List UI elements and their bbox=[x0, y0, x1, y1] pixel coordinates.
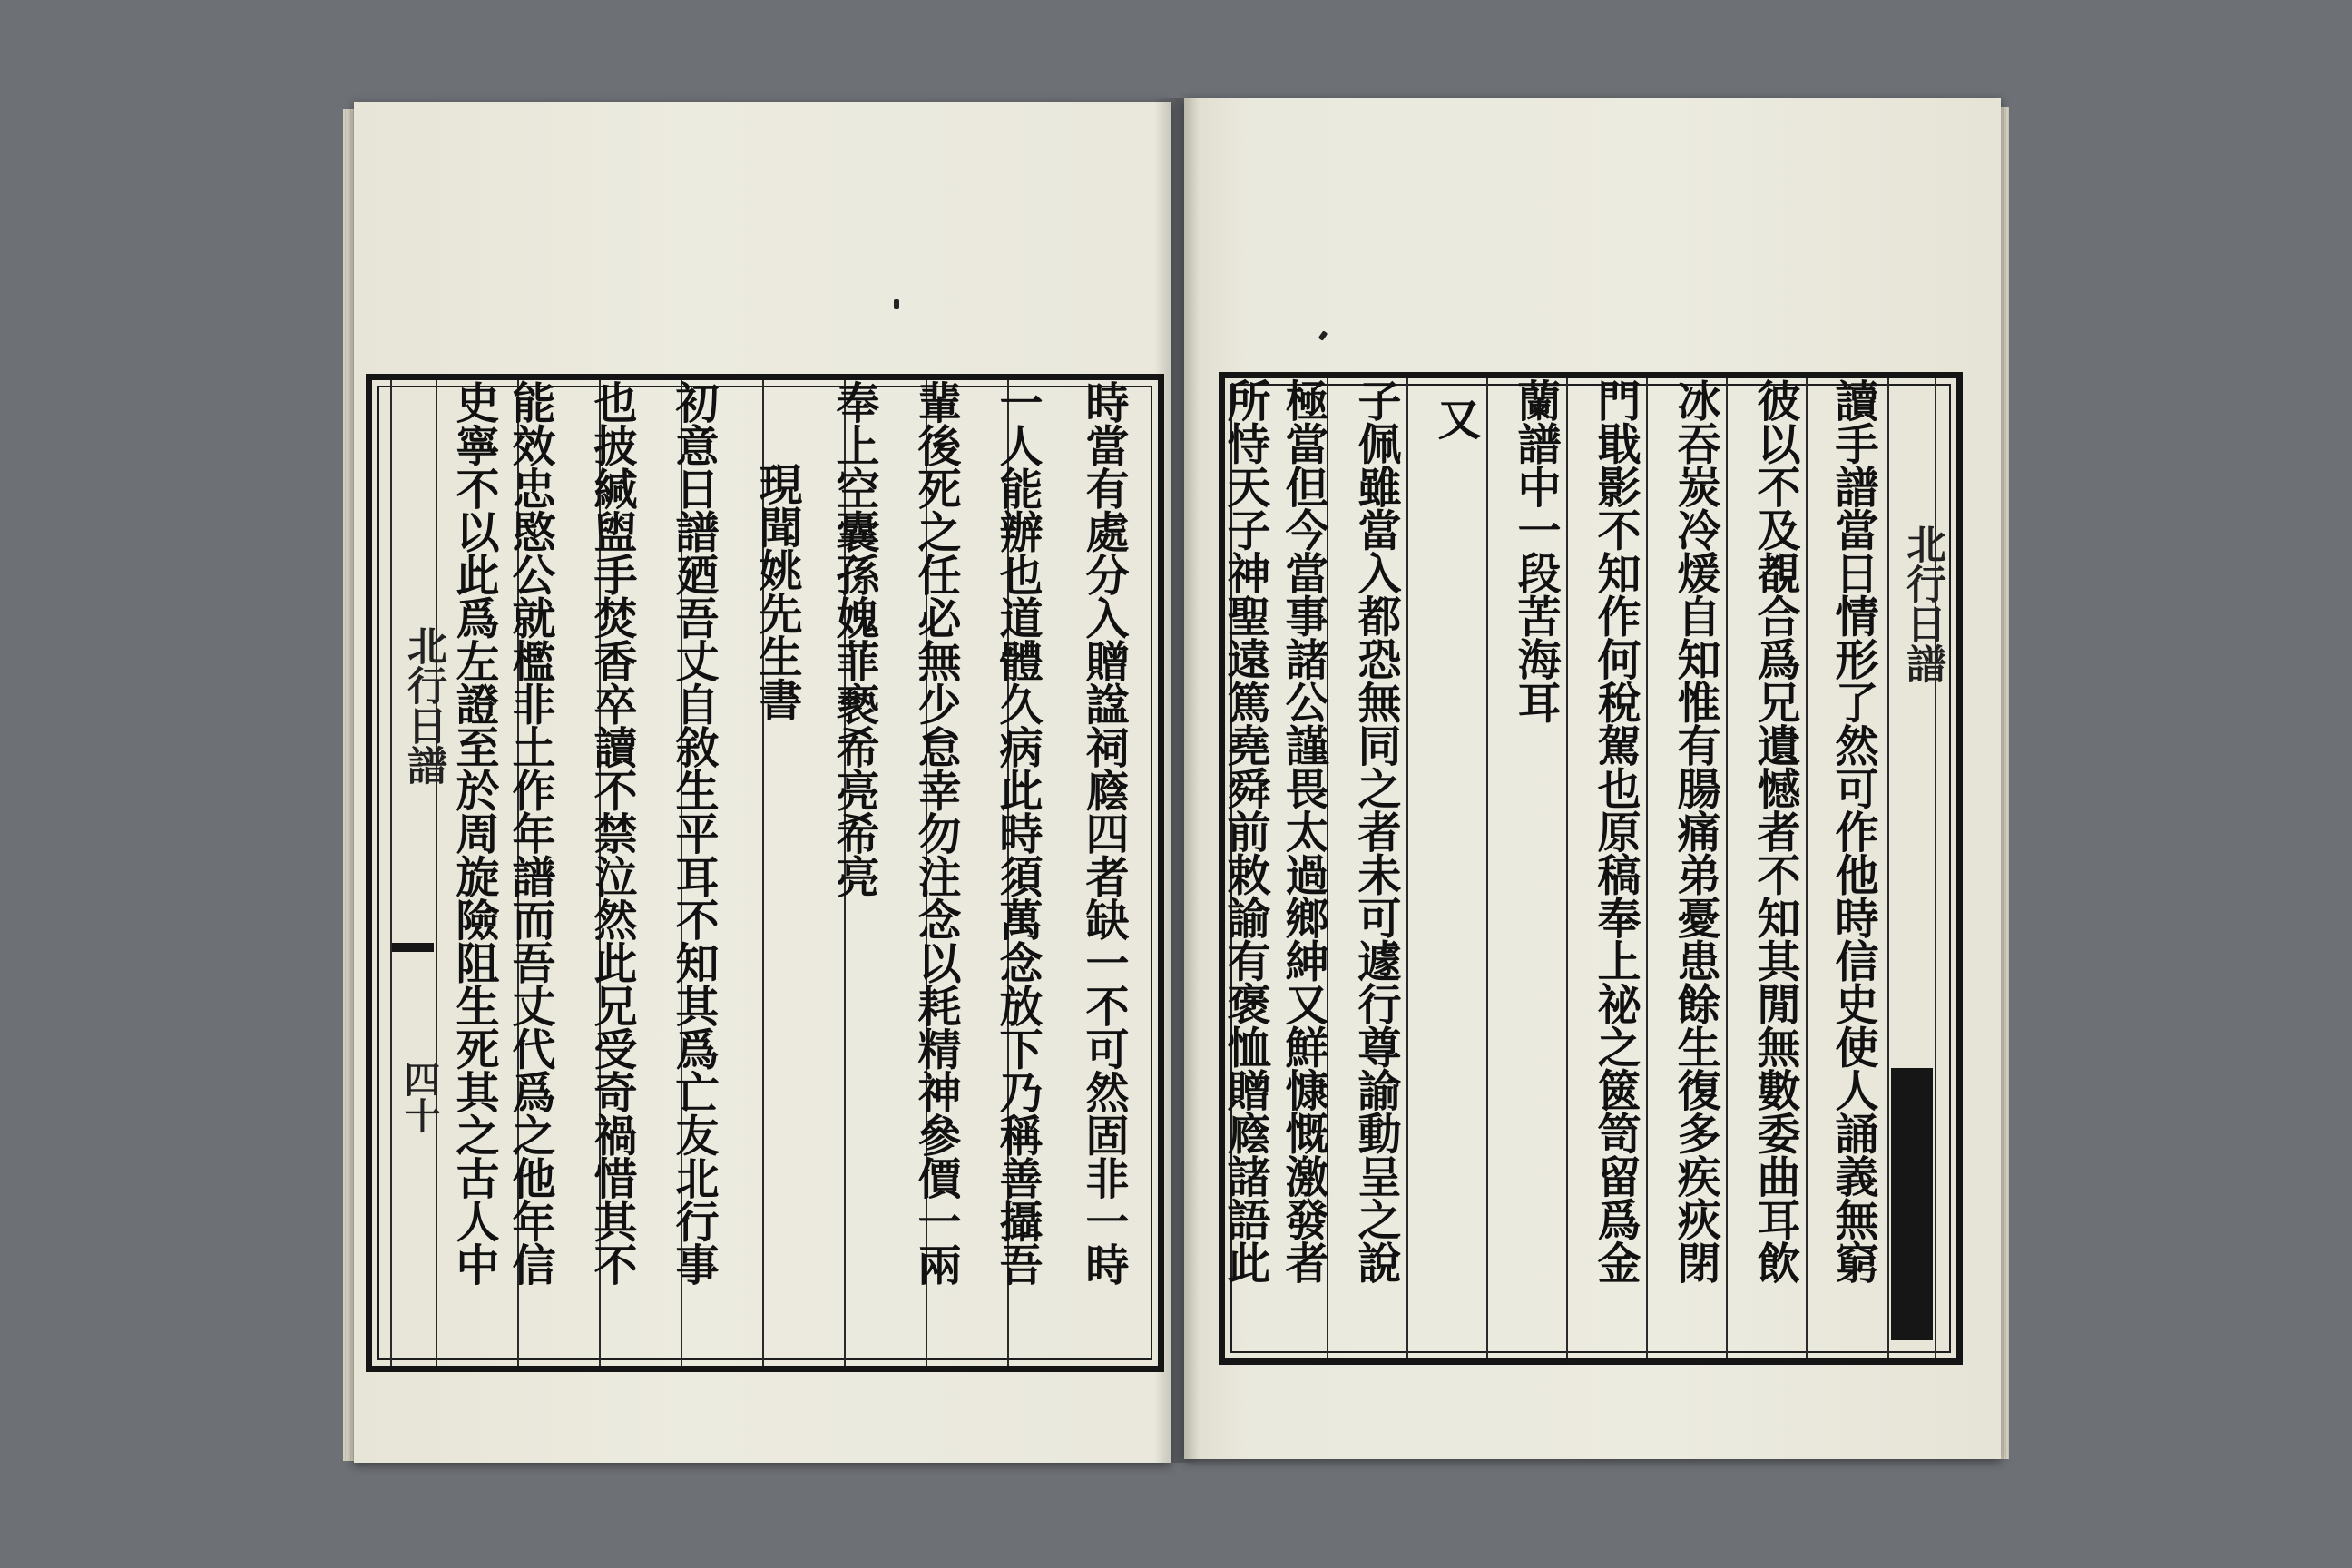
right-margin-title: 北行日譜 bbox=[1899, 524, 1945, 683]
banxin-rule bbox=[436, 380, 437, 1366]
right-text-frame bbox=[1219, 372, 1963, 1365]
banxin-rule bbox=[1887, 378, 1889, 1358]
left-text-frame bbox=[366, 374, 1164, 1372]
text-column-2: 彼以不及覩合爲兄遺憾者不知其閒無數委曲耳飲 bbox=[1749, 378, 1800, 1284]
text-column-7: 也披緘盥手焚香卒讀不禁泣然此兄受奇禍惜其不 bbox=[586, 380, 637, 1286]
banxin-rule bbox=[390, 380, 392, 1366]
text-column-6: 初意日譜廼吾丈自敘生平耳不知其爲亡友北行事 bbox=[668, 380, 719, 1286]
text-column-4: 門戢影不知作何稅駕也原稿奉上祕之篋笥留爲金 bbox=[1590, 378, 1641, 1284]
fishtail-mark bbox=[392, 943, 434, 952]
text-column-8: 能效忠愍公就檻非土作年譜而吾丈代爲之他年信 bbox=[505, 380, 555, 1286]
text-column-3: 冰吞炭冷煖自知惟有腸痛弟憂患餘生復多疾疢閉 bbox=[1670, 378, 1720, 1284]
text-column-5: 蘭譜中一段苦海耳 bbox=[1510, 378, 1561, 723]
text-column-3: 輩後死之任必無少怠幸勿注念以耗精神參價一兩 bbox=[910, 380, 961, 1286]
text-column-4: 奉上空囊孫媿菲褻希亮希亮 bbox=[828, 380, 879, 897]
text-column-heading: 現聞姚先生書 bbox=[751, 462, 802, 720]
text-column-1: 時當有處分入贈諡祠廕四者缺一不可然固非一時 bbox=[1078, 380, 1129, 1286]
text-column-1: 讀手譜當日情形了然可作他時信史使人誦義無窮 bbox=[1828, 378, 1878, 1284]
book-gutter-shadow bbox=[1154, 98, 1200, 1463]
text-column-7: 子佩雖當入都恐無同之者未可遽行尊諭動呈之說 bbox=[1350, 378, 1401, 1284]
left-margin-page-number: 四十 bbox=[398, 1061, 441, 1133]
column-rule bbox=[1486, 378, 1488, 1358]
text-column-heading: 又 bbox=[1430, 397, 1481, 440]
text-column-2: 一人能辦也道體久病此時須萬念放下乃稱善攝吾 bbox=[992, 380, 1043, 1286]
text-column-9: 史寧不以此爲左證至於周旋險阻生死其之古人中 bbox=[448, 380, 499, 1286]
text-column-9: 所恃天子神聖遠篤堯舜前敕諭有褒恤贈廕諸語此 bbox=[1220, 378, 1270, 1284]
ink-speck bbox=[894, 299, 899, 309]
fishtail-block bbox=[1891, 1068, 1933, 1340]
left-margin-title: 北行日譜 bbox=[400, 625, 446, 785]
text-column-8: 極當但今當事諸公謹畏太過鄉紳又鮮慷慨激發者 bbox=[1278, 378, 1328, 1284]
